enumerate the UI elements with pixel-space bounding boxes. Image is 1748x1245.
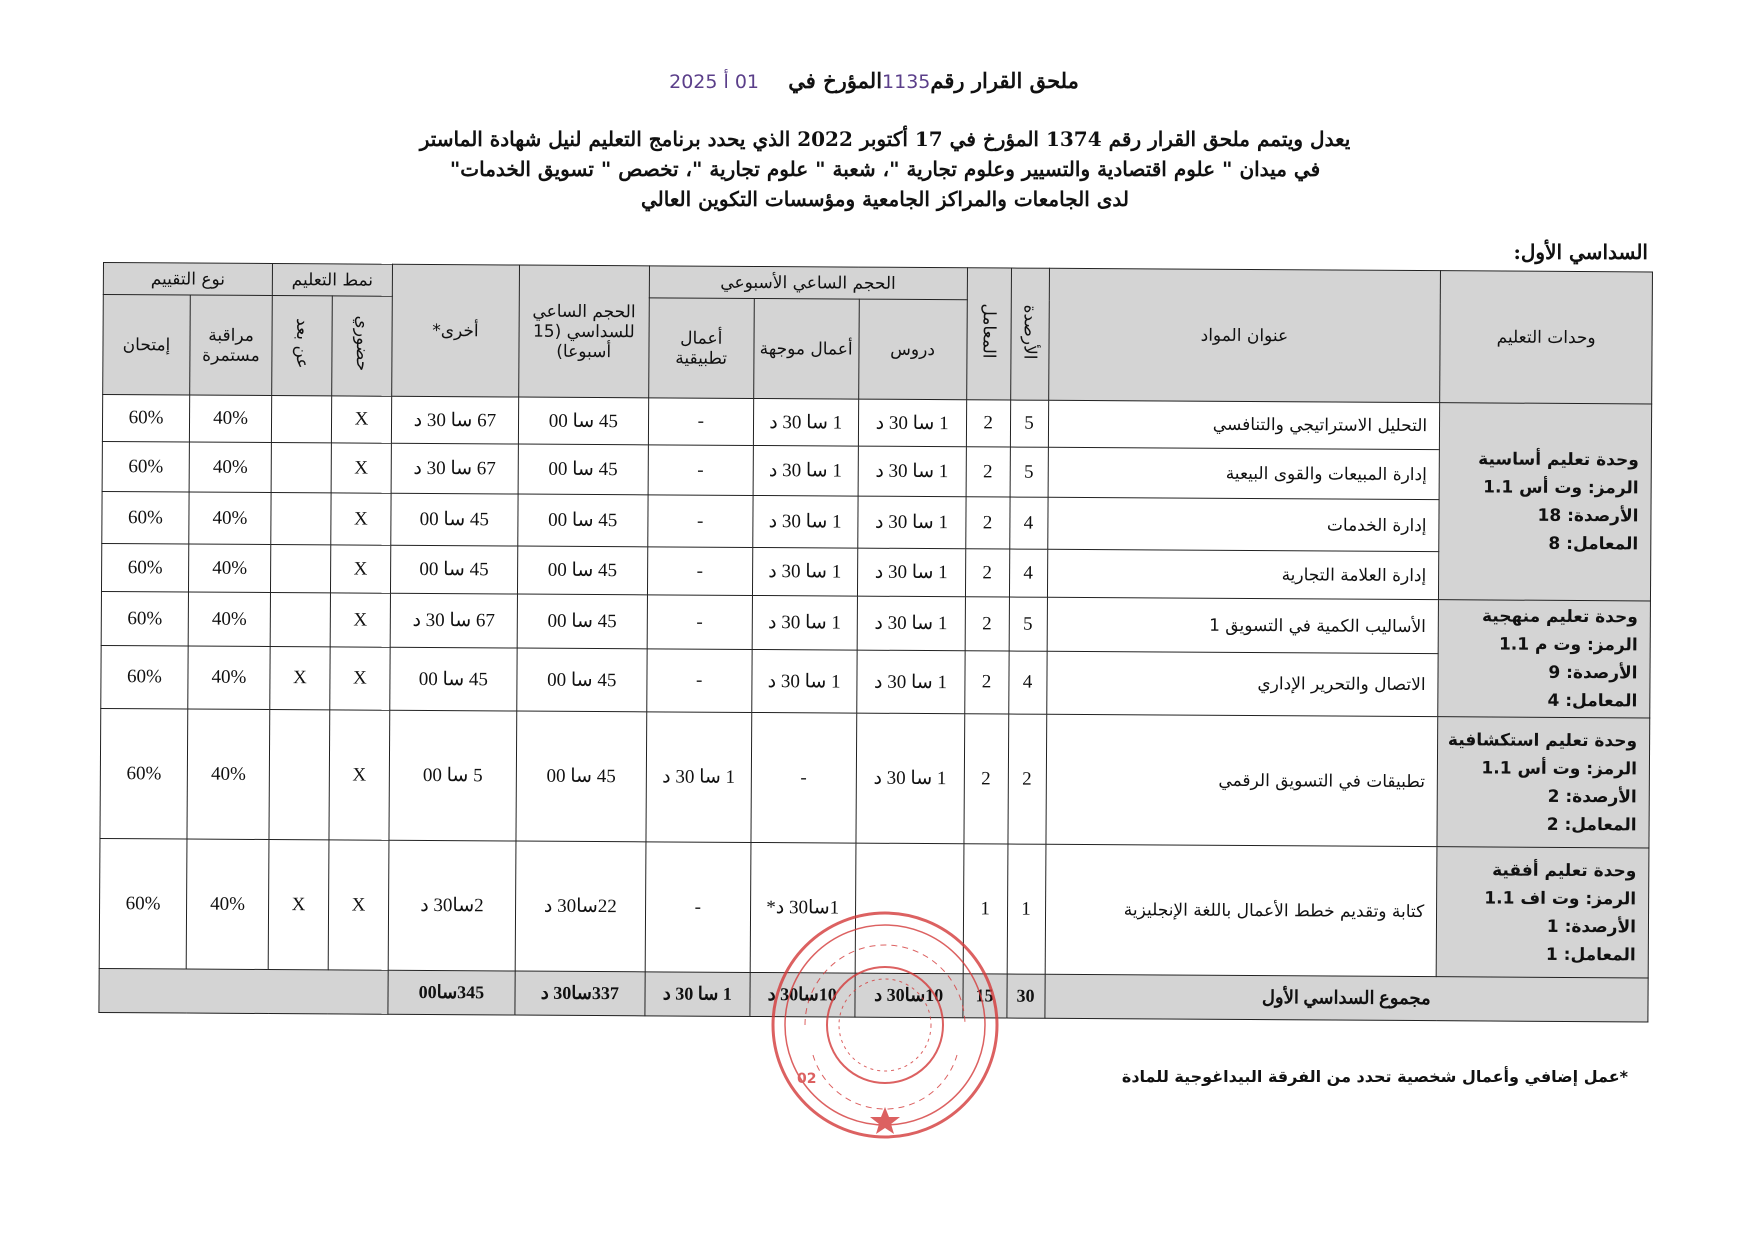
handwritten-decision-number: 1135 xyxy=(882,71,931,93)
document-subtitle xyxy=(360,124,1410,214)
subtitle-line: يعدل ويتمم ملحق القرار رقم 1374 المؤرخ في 17 أكتوبر 2022 الذي يحدد برنامج التعليم لنيل شهادة الماستر xyxy=(419,127,1351,151)
subtitle-line: في ميدان " علوم اقتصادية والتسيير وعلوم تجارية "، شعبة " علوم تجارية "، تخصص " تسويق الخدمات" xyxy=(449,157,1321,181)
header-other: أخرى* xyxy=(392,264,520,397)
stamp-number: 02 xyxy=(797,1071,817,1087)
header-continuous: مراقبة مستمرة xyxy=(190,295,273,395)
unit-cell: وحدة تعليم أساسية الرمز: وت أس 1.1 الأرصدة: 18 المعامل: 8 xyxy=(1439,403,1652,601)
subtitle-line: لدى الجامعات والمراكز الجامعية ومؤسسات التكوين العالي xyxy=(641,187,1129,211)
header-weekly-volume: الحجم الساعي الأسبوعي xyxy=(649,266,967,300)
table-row: الاتصال والتحرير الإداري 4 2 1 سا 30 د 1 سا 30 د - 45 سا 00 45 سا 00 X X 40% 60% xyxy=(101,646,1650,718)
header-evaluation-type: نوع التقييم xyxy=(103,263,272,296)
table-row: إدارة الخدمات 4 2 1 سا 30 د 1 سا 30 د - 45 سا 00 45 سا 00 X 40% 60% xyxy=(102,491,1651,552)
header-lectures: دروس xyxy=(858,299,967,400)
total-row: مجموع السداسي الأول 30 15 10سا30 د 10سا30 د 1 سا 30 د 337سا30 د 345سا00 xyxy=(99,968,1648,1021)
header-subject: عنوان المواد xyxy=(1048,268,1440,402)
total-label: مجموع السداسي الأول xyxy=(1044,974,1648,1022)
header-tutorials: أعمال موجهة xyxy=(753,298,859,399)
table-row: وحدة تعليم أساسية الرمز: وت أس 1.1 الأرصدة: 18 المعامل: 8 التحليل الاستراتيجي والتنافسي 5 2 1 سا 30 د 1 سا 30 د - 45 سا 00 67 سا 30 د X 40% 60% xyxy=(102,395,1651,451)
semester-label: السداسي الأول: xyxy=(1513,240,1648,264)
header-in-person: حضوري xyxy=(332,296,393,396)
table-row: وحدة تعليم منهجية الرمز: وت م 1.1 الأرصدة: 9 المعامل: 4 الأساليب الكمية في التسويق 1 5 2 1 سا 30 د 1 سا 30 د - 45 سا 00 67 سا 30 د X 40% 60% xyxy=(101,591,1650,655)
page-title: ملحق القرار رقم1135المؤرخ في 01 أ 2025 xyxy=(669,68,1079,93)
header-semester-volume: الحجم الساعي للسداسي (15 أسبوعا) xyxy=(519,265,650,398)
unit-cell: وحدة تعليم أفقية الرمز: وت اف 1.1 الأرصدة: 1 المعامل: 1 xyxy=(1436,847,1649,978)
table-row: وحدة تعليم استكشافية الرمز: وت أس 1.1 الأرصدة: 2 المعامل: 2 تطبيقات في التسويق الرقمي 2 2 1 سا 30 د - 1 سا 30 د 45 سا 00 5 سا 00 X 40% 60% xyxy=(100,708,1650,847)
curriculum-table xyxy=(98,262,1653,1022)
footnote: *عمل إضافي وأعمال شخصية تحدد من الفرقة البيداغوجية للمادة xyxy=(1121,1067,1628,1086)
unit-cell: وحدة تعليم استكشافية الرمز: وت أس 1.1 الأرصدة: 2 المعامل: 2 xyxy=(1437,717,1650,848)
header-exam: إمتحان xyxy=(103,295,191,396)
header-remote: عن بعد xyxy=(272,296,333,396)
table-row: إدارة المبيعات والقوى البيعية 5 2 1 سا 30 د 1 سا 30 د - 45 سا 00 67 سا 30 د X 40% 60% xyxy=(102,441,1651,500)
header-credits: الأرصدة xyxy=(1010,268,1049,400)
table-row: وحدة تعليم أفقية الرمز: وت اف 1.1 الأرصدة: 1 المعامل: 1 كتابة وتقديم خطط الأعمال باللغة الإنجليزية 1 1 1سا30 د* - 22سا30 د 2سا30 د X X 40% 60% xyxy=(99,838,1649,977)
unit-cell: وحدة تعليم منهجية الرمز: وت م 1.1 الأرصدة: 9 المعامل: 4 xyxy=(1438,600,1651,718)
header-teaching-mode: نمط التعليم xyxy=(272,264,392,297)
header-coefficient: المعامل xyxy=(966,268,1011,400)
table-row: إدارة العلامة التجارية 4 2 1 سا 30 د 1 سا 30 د - 45 سا 00 45 سا 00 X 40% 60% xyxy=(101,543,1650,600)
header-units: وحدات التعليم xyxy=(1440,271,1653,404)
handwritten-date: 01 أ 2025 xyxy=(669,71,760,93)
header-practicals: أعمال تطبيقية xyxy=(648,298,754,399)
